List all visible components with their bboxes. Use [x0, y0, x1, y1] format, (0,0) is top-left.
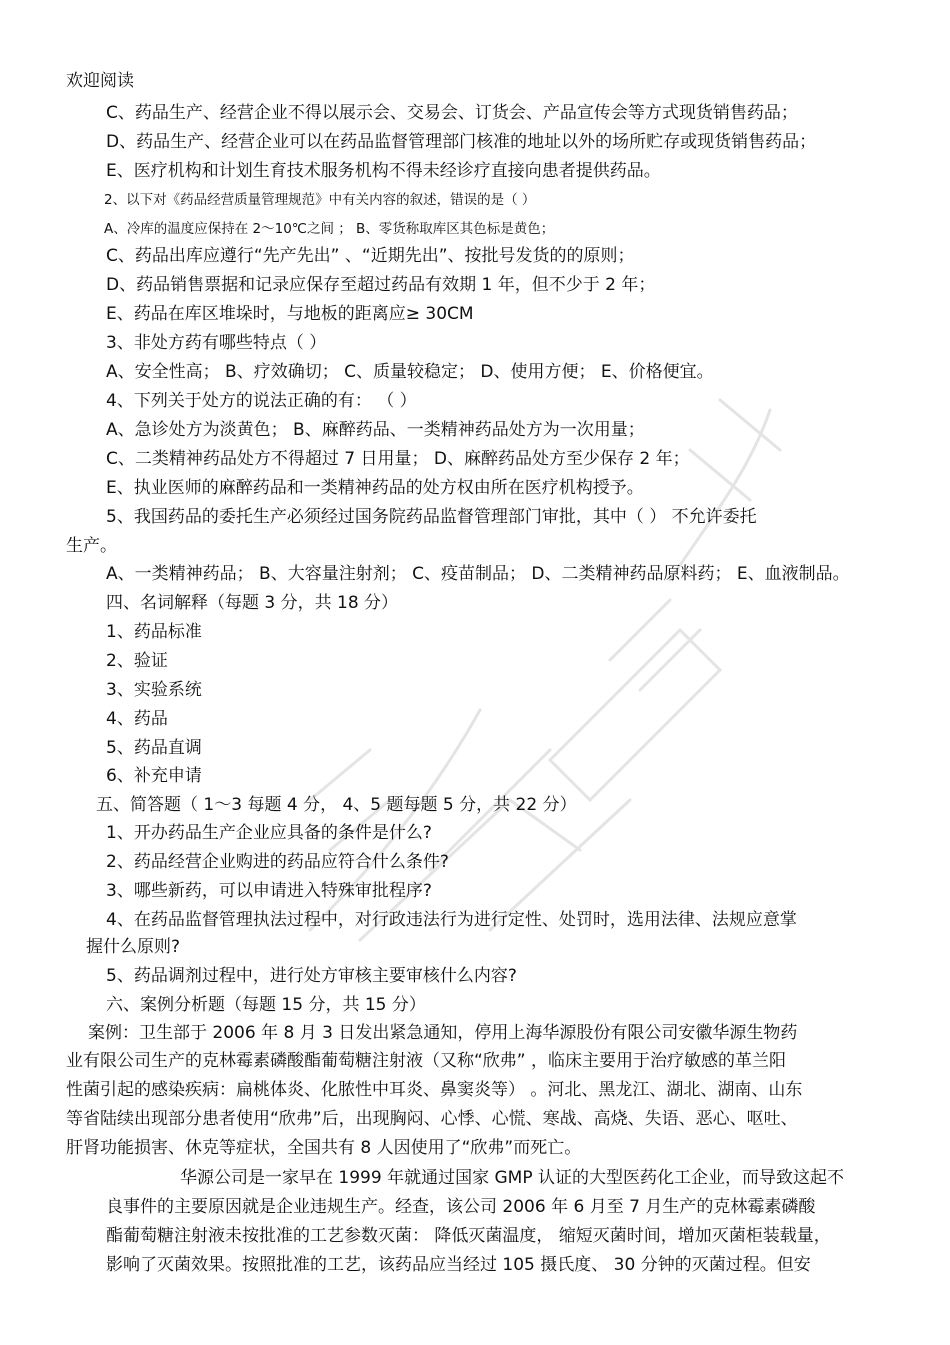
text-line: 1、开办药品生产企业应具备的条件是什么?: [106, 823, 432, 843]
text-line: 良事件的主要原因就是企业违规生产。经查，该公司 2006 年 6 月至 7 月生产的克林霉素磷酸: [106, 1197, 816, 1217]
text-line: D、药品生产、经营企业可以在药品监督管理部门核准的地址以外的场所贮存或现货销售药品；: [106, 132, 817, 152]
text-line: C、二类精神药品处方不得超过 7 日用量； D、麻醉药品处方至少保存 2 年；: [106, 449, 690, 469]
text-line: 2、以下对《药品经营质量管理规范》中有关内容的叙述，错误的是（ ）: [104, 192, 536, 208]
text-line: A、安全性高； B、疗效确切； C、质量较稳定； D、使用方便； E、价格便宜。: [106, 362, 714, 382]
text-line: A、冷库的温度应保持在 2～10℃之间 ； B、零货称取库区其色标是黄色；: [104, 221, 555, 237]
text-line: 生产。: [66, 536, 117, 556]
text-line: D、药品销售票据和记录应保存至超过药品有效期 1 年，但不少于 2 年；: [106, 275, 656, 295]
text-line: 5、我国药品的委托生产必须经过国务院药品监督管理部门审批，其中（ ） 不允许委托: [106, 507, 757, 527]
text-line: 3、哪些新药，可以申请进入特殊审批程序?: [106, 881, 432, 901]
text-line: E、执业医师的麻醉药品和一类精神药品的处方权由所在医疗机构授予。: [106, 478, 644, 498]
text-line: C、药品出库应遵行“先产先出” 、“近期先出”、按批号发货的的原则；: [106, 246, 635, 266]
text-line: 影响了灭菌效果。按照批准的工艺，该药品应当经过 105 摄氏度、 30 分钟的灭菌过程。但安: [106, 1255, 811, 1275]
text-line: 2、验证: [106, 651, 168, 671]
text-line: 5、药品调剂过程中，进行处方审核主要审核什么内容?: [106, 966, 517, 986]
text-line: 1、药品标准: [106, 622, 202, 642]
page-header: 欢迎阅读: [66, 71, 134, 91]
text-line: 4、在药品监督管理执法过程中，对行政违法行为进行定性、处罚时，选用法律、法规应意掌: [106, 910, 797, 930]
text-line: 华源公司是一家早在 1999 年就通过国家 GMP 认证的大型医药化工企业，而导致这起不: [180, 1168, 844, 1188]
text-line: 3、实验系统: [106, 680, 202, 700]
text-line: 6、补充申请: [106, 766, 202, 786]
text-line: 3、非处方药有哪些特点（ ）: [106, 333, 327, 353]
text-line: 握什么原则?: [86, 937, 181, 957]
text-line: C、药品生产、经营企业不得以展示会、交易会、订货会、产品宣传会等方式现货销售药品；: [106, 103, 798, 123]
text-line: 酯葡萄糖注射液未按批准的工艺参数灭菌： 降低灭菌温度， 缩短灭菌时间，增加灭菌柜装载量，: [106, 1226, 831, 1246]
text-line: 五、简答题（ 1～3 每题 4 分， 4、5 题每题 5 分，共 22 分）: [96, 795, 577, 815]
text-line: E、药品在库区堆垛时，与地板的距离应≥ 30CM: [106, 304, 474, 324]
text-line: 肝肾功能损害、休克等症状，全国共有 8 人因使用了“欣弗”而死亡。: [66, 1138, 582, 1158]
text-line: 5、药品直调: [106, 738, 202, 758]
text-line: E、医疗机构和计划生育技术服务机构不得未经诊疗直接向患者提供药品。: [106, 161, 661, 181]
text-line: A、急诊处方为淡黄色； B、麻醉药品、一类精神药品处方为一次用量；: [106, 420, 645, 440]
text-line: 2、药品经营企业购进的药品应符合什么条件?: [106, 852, 449, 872]
text-line: 4、下列关于处方的说法正确的有： （ ）: [106, 391, 417, 411]
text-line: 性菌引起的感染疾病：扁桃体炎、化脓性中耳炎、鼻窦炎等） 。河北、黑龙江、湖北、湖南、山东: [66, 1080, 803, 1100]
text-line: 业有限公司生产的克林霉素磷酸酯葡萄糖注射液（又称“欣弗” ，临床主要用于治疗敏感的革兰阳: [66, 1051, 787, 1071]
text-line: 4、药品: [106, 709, 168, 729]
text-line: 四、名词解释（每题 3 分，共 18 分）: [106, 593, 399, 613]
text-line: 六、案例分析题（每题 15 分，共 15 分）: [106, 995, 426, 1015]
text-line: 案例：卫生部于 2006 年 8 月 3 日发出紧急通知，停用上海华源股份有限公司安徽华源生物药: [88, 1023, 798, 1043]
text-line: 等省陆续出现部分患者使用“欣弗”后，出现胸闷、心悸、心慌、寒战、高烧、失语、恶心、呕吐、: [66, 1109, 798, 1129]
text-line: A、一类精神药品； B、大容量注射剂； C、疫苗制品； D、二类精神药品原料药； E、血液制品。: [106, 564, 850, 584]
